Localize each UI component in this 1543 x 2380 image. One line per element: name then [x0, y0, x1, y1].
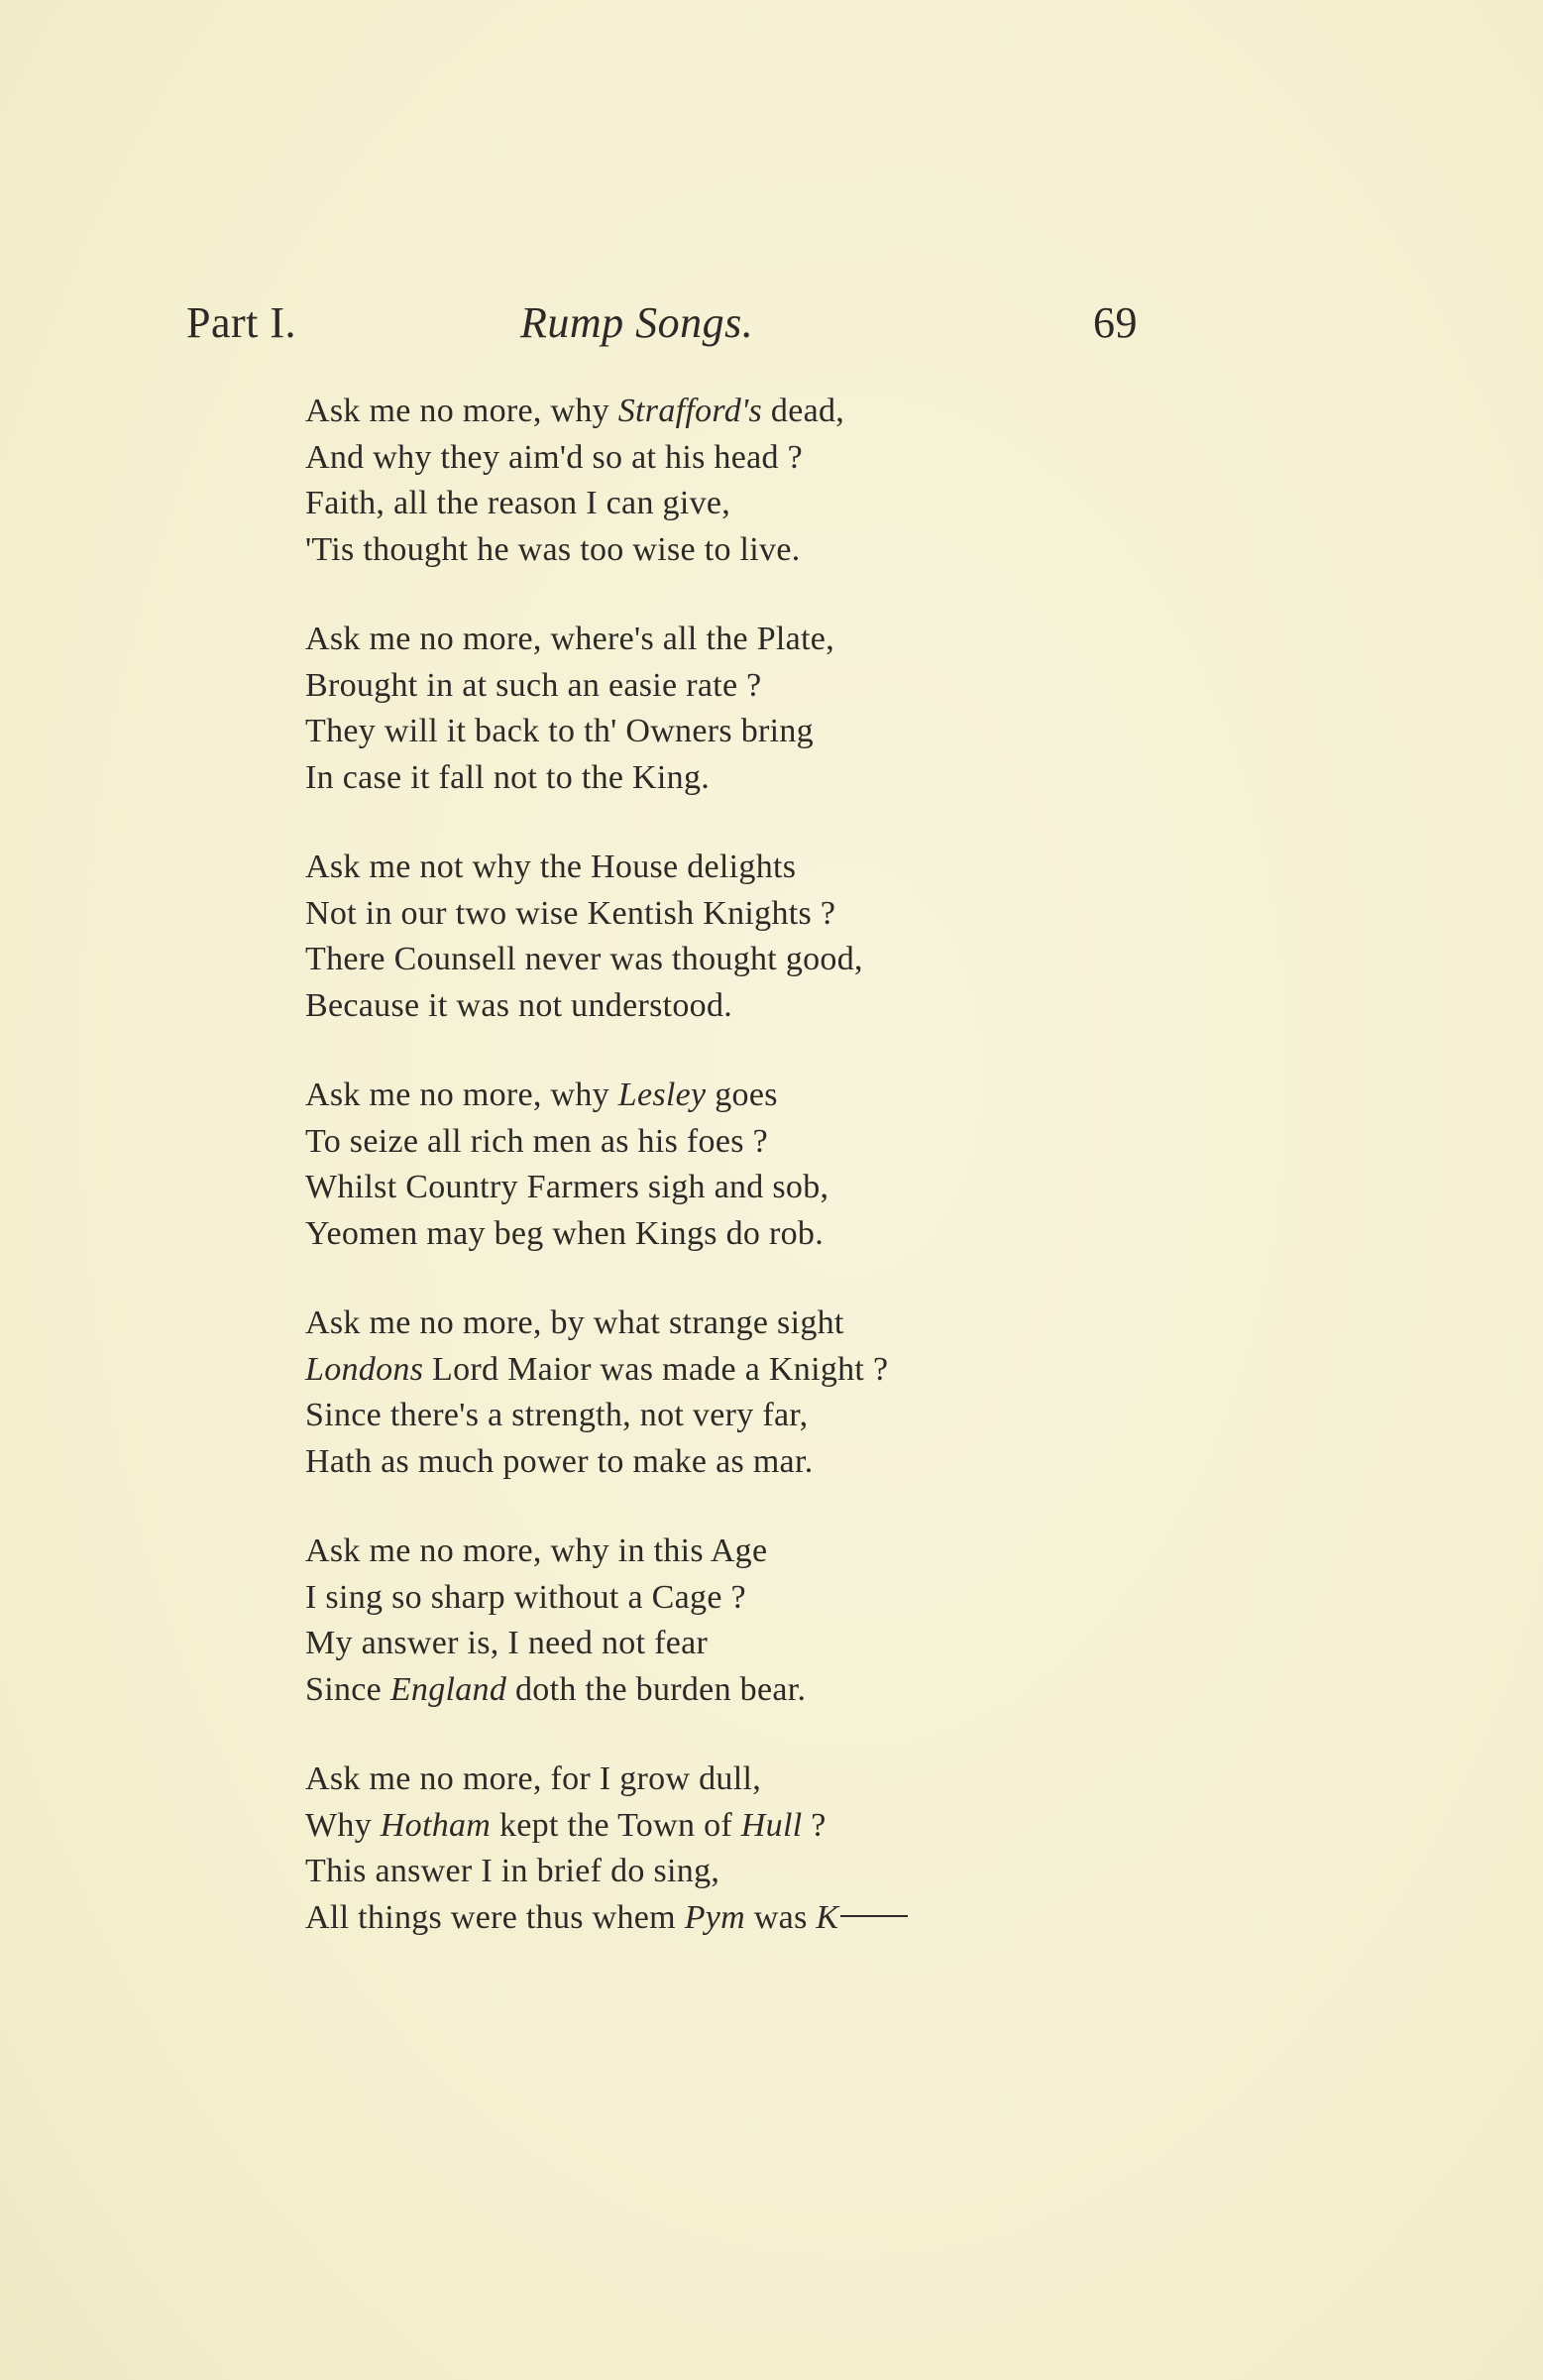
line-text: Ask me no more, why [305, 393, 618, 429]
poem-line [305, 891, 1078, 938]
line-text: was [745, 1898, 817, 1936]
line-text: To seize all rich men as his foes ? [305, 1122, 768, 1160]
line-text: Lord Maior was made a Knight ? [423, 1350, 889, 1388]
poem-line [305, 1073, 1078, 1119]
poem-line [305, 663, 1078, 710]
italic-name: K [816, 1898, 839, 1936]
poem-line [305, 1895, 1078, 1942]
part-label: Part I. [186, 298, 297, 347]
line-text: 'Tis thought he was too wise to live. [305, 530, 801, 568]
line-text: Ask me no more, by what strange sight [305, 1304, 844, 1341]
stanza [305, 1073, 1078, 1257]
line-text: They will it back to th' Owners bring [305, 713, 814, 749]
poem-line [305, 1757, 1078, 1803]
line-text: goes [706, 1077, 778, 1113]
poem-line [305, 1301, 1078, 1347]
line-text: Brought in at such an easie rate ? [305, 666, 762, 704]
stanza [305, 1757, 1078, 1941]
poem-line [305, 709, 1078, 755]
stanza [305, 389, 1078, 573]
italic-name: Hull [740, 1806, 803, 1844]
line-text: Ask me not why the House delights [305, 849, 797, 885]
stanza [305, 617, 1078, 801]
poem-line [305, 1211, 1078, 1258]
italic-name: Londons [305, 1350, 424, 1388]
poem-line [305, 1803, 1078, 1850]
poem-line [305, 937, 1078, 983]
line-text: Because it was not understood. [305, 986, 733, 1024]
line-text: Ask me no more, where's all the Plate, [305, 621, 835, 657]
line-text: Ask me no more, for I grow dull, [305, 1760, 762, 1797]
line-text: doth the burden bear. [506, 1670, 807, 1708]
poem-line [305, 1667, 1078, 1714]
poem-line [305, 1529, 1078, 1575]
italic-name: England [389, 1670, 507, 1708]
poem-body [305, 389, 1078, 1984]
line-text: Why [305, 1806, 381, 1844]
running-header [186, 297, 1138, 357]
line-text: I sing so sharp without a Cage ? [305, 1578, 746, 1616]
poem-line [305, 617, 1078, 663]
line-text: Not in our two wise Kentish Knights ? [305, 894, 836, 932]
line-text: dead, [762, 393, 845, 429]
line-text: My answer is, I need not fear [305, 1625, 709, 1661]
italic-name: Strafford's [617, 393, 763, 429]
poem-line [305, 481, 1078, 527]
stanza [305, 1529, 1078, 1713]
poem-line [305, 755, 1078, 802]
poem-line [305, 1439, 1078, 1486]
line-text: In case it fall not to the King. [305, 758, 711, 796]
line-text: Hath as much power to make as mar. [305, 1442, 814, 1480]
line-text: Ask me no more, why [305, 1077, 618, 1113]
poem-line [305, 845, 1078, 891]
poem-line [305, 1393, 1078, 1439]
line-text: There Counsell never was thought good, [305, 941, 863, 977]
italic-name: Hotham [380, 1806, 492, 1844]
line-text: All things were thus whem [305, 1898, 685, 1936]
page-number: 69 [1093, 298, 1138, 347]
line-text: ? [802, 1806, 827, 1844]
line-text: Faith, all the reason I can give, [305, 485, 731, 521]
italic-name: Pym [684, 1898, 746, 1936]
line-text: kept the Town of [491, 1806, 741, 1844]
poem-line [305, 1347, 1078, 1394]
line-text: And why they aim'd so at his head ? [305, 438, 803, 476]
line-text: Since [305, 1670, 390, 1708]
poem-line [305, 1165, 1078, 1211]
poem-line [305, 983, 1078, 1030]
stanza [305, 1301, 1078, 1485]
italic-name: Lesley [617, 1077, 707, 1113]
poem-line [305, 389, 1078, 435]
poem-line [305, 435, 1078, 482]
line-text: This answer I in brief do sing, [305, 1853, 720, 1889]
line-text: Whilst Country Farmers sigh and sob, [305, 1169, 829, 1205]
poem-line [305, 1621, 1078, 1667]
stanza [305, 845, 1078, 1029]
line-text: Since there's a strength, not very far, [305, 1397, 809, 1433]
poem-line [305, 527, 1078, 574]
poem-line [305, 1119, 1078, 1166]
line-text: Yeomen may beg when Kings do rob. [305, 1214, 825, 1252]
line-text: Ask me no more, why in this Age [305, 1532, 768, 1569]
em-dash-rule [840, 1915, 908, 1917]
poem-line [305, 1575, 1078, 1622]
poem-line [305, 1849, 1078, 1895]
book-title: Rump Songs. [520, 298, 754, 347]
